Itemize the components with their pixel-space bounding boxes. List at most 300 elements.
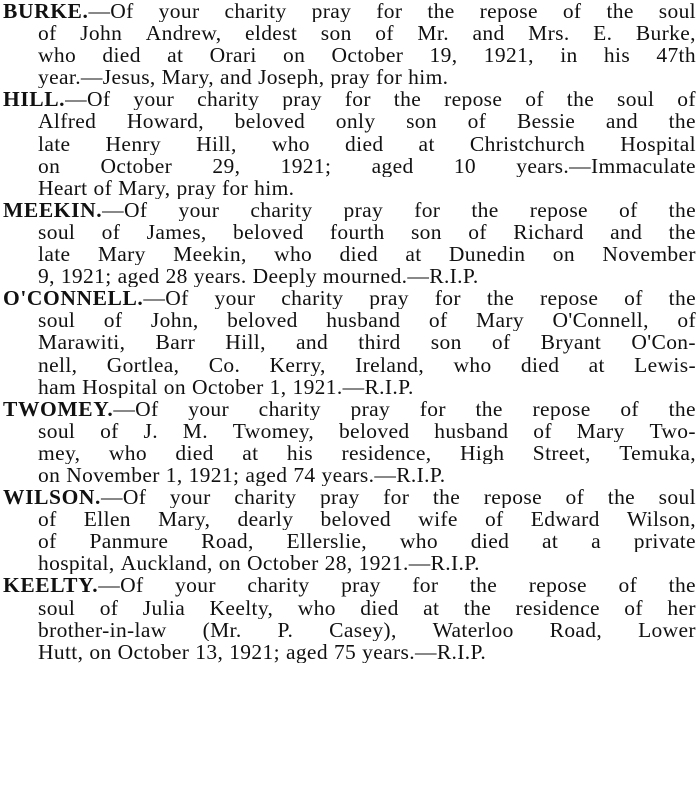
word: of (101, 220, 121, 244)
word: repose (540, 287, 599, 310)
word: on (283, 44, 306, 67)
word: aged (285, 640, 328, 663)
word: his (603, 44, 631, 67)
notice-line (3, 442, 696, 464)
word: who (453, 353, 492, 376)
word: beloved (233, 220, 304, 244)
word: of (428, 309, 448, 332)
word: for (419, 397, 446, 420)
deceased-surname: BURKE. (3, 0, 89, 23)
word: at (588, 353, 605, 376)
word: at (405, 243, 422, 266)
word: soul (658, 486, 696, 509)
notice-line (3, 530, 696, 552)
notice-line (3, 309, 696, 331)
notice-line (3, 486, 696, 508)
notice-line (3, 376, 696, 398)
word: ham (38, 375, 77, 398)
deceased-surname: KEELTY. (3, 574, 99, 597)
word: your (178, 198, 220, 221)
word: 1921; (229, 640, 280, 663)
word: Road, (549, 618, 603, 641)
word: the (668, 287, 696, 310)
word: Gortlea, (106, 353, 180, 376)
word: Andrew, (145, 22, 222, 45)
deceased-surname: HILL. (3, 88, 66, 111)
word: charity (224, 0, 287, 23)
word: private (633, 530, 696, 553)
word: Temuka, (619, 441, 696, 464)
word: BURKE.—Of (3, 0, 134, 23)
notice-line (3, 331, 696, 353)
word: of (491, 331, 511, 354)
word: the (469, 574, 498, 597)
word: mey, (38, 441, 81, 464)
word: pray (282, 88, 322, 111)
death-notice-meekin (3, 199, 696, 287)
word: HILL.—Of (3, 88, 111, 111)
word: third (358, 331, 401, 354)
word: and (472, 22, 505, 45)
word: Mary (475, 309, 524, 332)
word: Wilson, (626, 508, 696, 531)
word: died (175, 441, 214, 464)
word: the (668, 110, 696, 133)
word: of (565, 486, 585, 509)
deceased-surname: MEEKIN. (3, 198, 103, 221)
word: for (222, 176, 249, 199)
word: husband (326, 309, 401, 332)
word: who (274, 243, 313, 266)
word: died (102, 44, 141, 67)
word: late (38, 132, 71, 155)
word: Casey), (329, 618, 397, 641)
word: for (414, 198, 441, 221)
word: aged (245, 463, 288, 487)
notice-line (3, 641, 696, 663)
word: John, (150, 309, 199, 332)
word: the (393, 88, 422, 111)
word: him. (254, 176, 295, 199)
word: your (133, 88, 175, 111)
word: of (38, 530, 57, 553)
word: who (271, 132, 310, 155)
word: aged (117, 265, 160, 288)
word: pray (311, 0, 352, 23)
word: pray (350, 397, 391, 420)
word: Mary (97, 243, 146, 266)
notice-line (3, 155, 696, 177)
word: 10 (453, 154, 477, 177)
word: M. (182, 419, 208, 442)
word: for (412, 574, 439, 597)
word: and (605, 110, 638, 133)
word: Lower (638, 618, 696, 641)
word: Burke, (635, 22, 696, 45)
word: at (242, 441, 259, 464)
notice-line (3, 66, 696, 88)
word: died (345, 132, 384, 155)
word: at (167, 44, 184, 67)
word: years.—R.I.P. (362, 640, 487, 663)
death-notice-twomey (3, 398, 696, 486)
word: Mary, (158, 508, 211, 531)
word: October (117, 640, 190, 663)
word: died (520, 353, 560, 376)
word: Mary, (161, 66, 214, 89)
word: only (335, 110, 376, 133)
word: son (320, 22, 352, 45)
word: on (552, 243, 575, 266)
word: of (677, 88, 696, 111)
word: at (542, 530, 559, 553)
word: for (434, 287, 461, 310)
word: beloved (234, 110, 306, 133)
word: of (375, 22, 394, 45)
word: on (38, 154, 61, 177)
word: for (376, 0, 403, 23)
word: beloved (227, 309, 298, 332)
word: of (624, 596, 643, 619)
word: the (566, 88, 595, 111)
word: Lewis- (634, 353, 696, 376)
word: husband (434, 419, 509, 442)
word: of (100, 419, 119, 442)
word: pray (343, 198, 384, 221)
notice-line (3, 287, 696, 309)
word: 74 (293, 463, 316, 487)
word: died (339, 243, 378, 266)
word: in (560, 44, 578, 67)
death-notice-oconnell (3, 287, 696, 397)
word: of (533, 419, 552, 442)
word: TWOMEY.—Of (3, 397, 159, 420)
word: repose (479, 0, 538, 23)
word: of (93, 176, 113, 199)
word: 1921; (60, 265, 112, 288)
word: Dunedin (448, 243, 526, 266)
word: Hospital (82, 375, 158, 398)
word: your (169, 486, 211, 509)
word: the (427, 0, 455, 23)
word: the (471, 198, 499, 221)
word: of (484, 508, 504, 531)
word: KEELTY.—Of (3, 574, 144, 597)
word: hospital, (38, 552, 115, 575)
word: of (103, 309, 123, 332)
notice-line (3, 508, 696, 530)
notice-line (3, 619, 696, 641)
word: soul (38, 220, 76, 244)
word: Twomey, (232, 419, 315, 442)
word: of (619, 198, 638, 221)
word: your (158, 0, 200, 23)
word: of (525, 88, 544, 111)
word: died (360, 596, 399, 619)
death-notice-hill (3, 88, 696, 198)
death-notice-wilson (3, 486, 696, 574)
word: Ireland, (355, 353, 425, 376)
word: dearly (237, 508, 294, 531)
word: MEEKIN.—Of (3, 198, 148, 221)
word: soul (38, 309, 76, 332)
word: a (591, 530, 601, 553)
word: at (423, 596, 440, 619)
word: High (459, 441, 505, 464)
word: Christchurch (469, 132, 586, 155)
notice-line (3, 199, 696, 221)
word: O'Con- (631, 331, 696, 354)
word: on (218, 552, 241, 575)
word: son (430, 331, 462, 354)
deceased-surname: O'CONNELL. (3, 287, 144, 310)
word: November (602, 243, 696, 266)
word: your (188, 397, 230, 420)
word: of (618, 574, 638, 597)
word: Deeply (252, 265, 317, 288)
word: 75 (333, 640, 357, 663)
word: repose (532, 397, 591, 420)
word: October (331, 44, 404, 67)
word: Hill, (196, 132, 237, 155)
word: and (296, 331, 329, 354)
word: who (297, 596, 336, 619)
word: charity (258, 397, 321, 420)
word: Alfred (38, 110, 97, 133)
word: brother-in-law (38, 618, 167, 641)
word: October (100, 154, 173, 177)
word: fourth (329, 220, 385, 244)
notice-line (3, 177, 696, 199)
notice-line (3, 398, 696, 420)
word: beloved (338, 419, 410, 442)
word: who (38, 44, 77, 67)
word: wife (418, 508, 458, 531)
word: repose (444, 88, 503, 111)
word: 47th (656, 44, 696, 67)
notice-line (3, 464, 696, 486)
notice-line (3, 552, 696, 574)
notice-line (3, 354, 696, 376)
word: Mr. (417, 22, 449, 45)
word: 28 (165, 265, 188, 288)
word: the (668, 198, 696, 221)
word: of (38, 508, 57, 531)
word: Heart (38, 176, 88, 199)
word: soul (38, 419, 76, 442)
word: the (668, 220, 696, 244)
word: residence, (341, 441, 432, 464)
word: your (214, 287, 256, 310)
notice-line (3, 221, 696, 243)
word: Marawiti, (38, 331, 126, 354)
word: Street, (532, 441, 591, 464)
word: Two- (649, 419, 696, 442)
word: Richard (513, 220, 584, 244)
word: the (475, 397, 503, 420)
word: Mary, (118, 176, 171, 199)
word: charity (197, 88, 260, 111)
word: Road, (201, 530, 254, 553)
word: 1921; (188, 463, 240, 487)
word: for (383, 486, 410, 509)
word: years.—Immaculate (516, 154, 696, 177)
notice-line (3, 0, 696, 22)
deceased-surname: TWOMEY. (3, 397, 114, 420)
word: Hutt, (38, 640, 84, 663)
word: year.—Jesus, (38, 66, 156, 89)
word: P. (277, 618, 294, 641)
word: of (624, 287, 643, 310)
word: Meekin, (173, 243, 247, 266)
word: Panmure (89, 530, 169, 553)
notice-line (3, 133, 696, 155)
notice-line (3, 265, 696, 287)
word: soul (658, 0, 696, 23)
notice-line (3, 22, 696, 44)
word: Hospital (620, 132, 696, 155)
word: pray (369, 287, 409, 310)
word: repose (529, 198, 588, 221)
word: late (38, 243, 71, 266)
word: 28, (324, 552, 353, 575)
word: Bessie (516, 110, 576, 133)
notice-line (3, 110, 696, 132)
word: E. (593, 22, 613, 45)
word: at (418, 132, 435, 155)
word: his (286, 441, 314, 464)
word: the (606, 0, 634, 23)
word: repose (483, 486, 542, 509)
word: John (80, 22, 123, 45)
word: on (163, 375, 186, 398)
word: the (463, 596, 492, 619)
word: who (108, 441, 147, 464)
word: pray (341, 574, 381, 597)
word: Mary (576, 419, 625, 442)
word: charity (247, 574, 310, 597)
word: of (677, 309, 696, 332)
word: Kerry, (269, 353, 326, 376)
word: the (607, 486, 636, 509)
word: Edward (530, 508, 600, 531)
word: who (399, 530, 438, 553)
word: Keelty, (209, 596, 274, 619)
word: Henry (105, 132, 162, 155)
word: years. (193, 265, 247, 288)
word: soul (617, 88, 655, 111)
word: son (406, 110, 437, 133)
word: for (376, 66, 403, 89)
word: 1921.—R.I.P. (292, 375, 414, 398)
word: Auckland, (120, 552, 213, 575)
word: 13, (195, 640, 224, 663)
word: Waterloo (432, 618, 514, 641)
word: charity (234, 486, 297, 509)
word: pray (319, 486, 360, 509)
word: died (470, 530, 510, 553)
word: residence (515, 596, 600, 619)
word: of (99, 596, 119, 619)
word: her (667, 596, 696, 619)
word: 1921; (280, 154, 332, 177)
notice-line (3, 597, 696, 619)
word: October (246, 552, 319, 575)
word: aged (371, 154, 414, 177)
word: Orari (209, 44, 257, 67)
word: 1, (269, 375, 287, 398)
word: the (668, 574, 696, 597)
word: 29, (212, 154, 241, 177)
word: Julia (142, 596, 186, 619)
word: O'CONNELL.—Of (3, 287, 189, 310)
death-notice-burke (3, 0, 696, 88)
word: J. (143, 419, 158, 442)
word: beloved (320, 508, 392, 531)
notice-line (3, 44, 696, 66)
word: and (610, 220, 643, 244)
word: him. (408, 66, 449, 89)
word: pray (176, 176, 217, 199)
word: Ellerslie, (286, 530, 368, 553)
word: O'Connell, (552, 309, 649, 332)
word: pray (330, 66, 371, 89)
word: the (668, 397, 696, 420)
word: James, (146, 220, 207, 244)
word: the (486, 287, 515, 310)
word: (Mr. (202, 618, 242, 641)
word: 1921, (483, 44, 534, 67)
word: for (344, 88, 371, 111)
word: of (562, 0, 582, 23)
word: of (620, 397, 639, 420)
word: mourned.—R.I.P. (322, 265, 479, 288)
word: of (467, 110, 487, 133)
word: Joseph, (258, 66, 325, 89)
notice-line (3, 420, 696, 442)
word: charity (281, 287, 344, 310)
word: Hill, (225, 331, 266, 354)
word: on (38, 463, 61, 487)
word: the (432, 486, 461, 509)
word: November (66, 463, 160, 487)
word: Ellen (83, 508, 131, 531)
death-notice-keelty (3, 574, 696, 662)
word: Barr (155, 331, 196, 354)
word: October (191, 375, 264, 398)
word: repose (528, 574, 587, 597)
word: 1, (165, 463, 183, 487)
deceased-surname: WILSON. (3, 486, 101, 509)
word: son (410, 220, 442, 244)
word: Bryant (540, 331, 602, 354)
word: eldest (244, 22, 298, 45)
notice-line (3, 243, 696, 265)
word: charity (250, 198, 313, 221)
notice-line (3, 574, 696, 596)
word: your (175, 574, 216, 597)
word: of (468, 220, 487, 244)
word: 1921.—R.I.P. (358, 552, 480, 575)
word: Howard, (126, 110, 204, 133)
word: Mrs. (528, 22, 570, 45)
word: years.—R.I.P. (321, 463, 446, 487)
notice-line (3, 88, 696, 110)
word: Co. (208, 353, 241, 376)
word: nell, (38, 353, 78, 376)
word: soul (38, 596, 76, 619)
word: 19, (429, 44, 458, 67)
